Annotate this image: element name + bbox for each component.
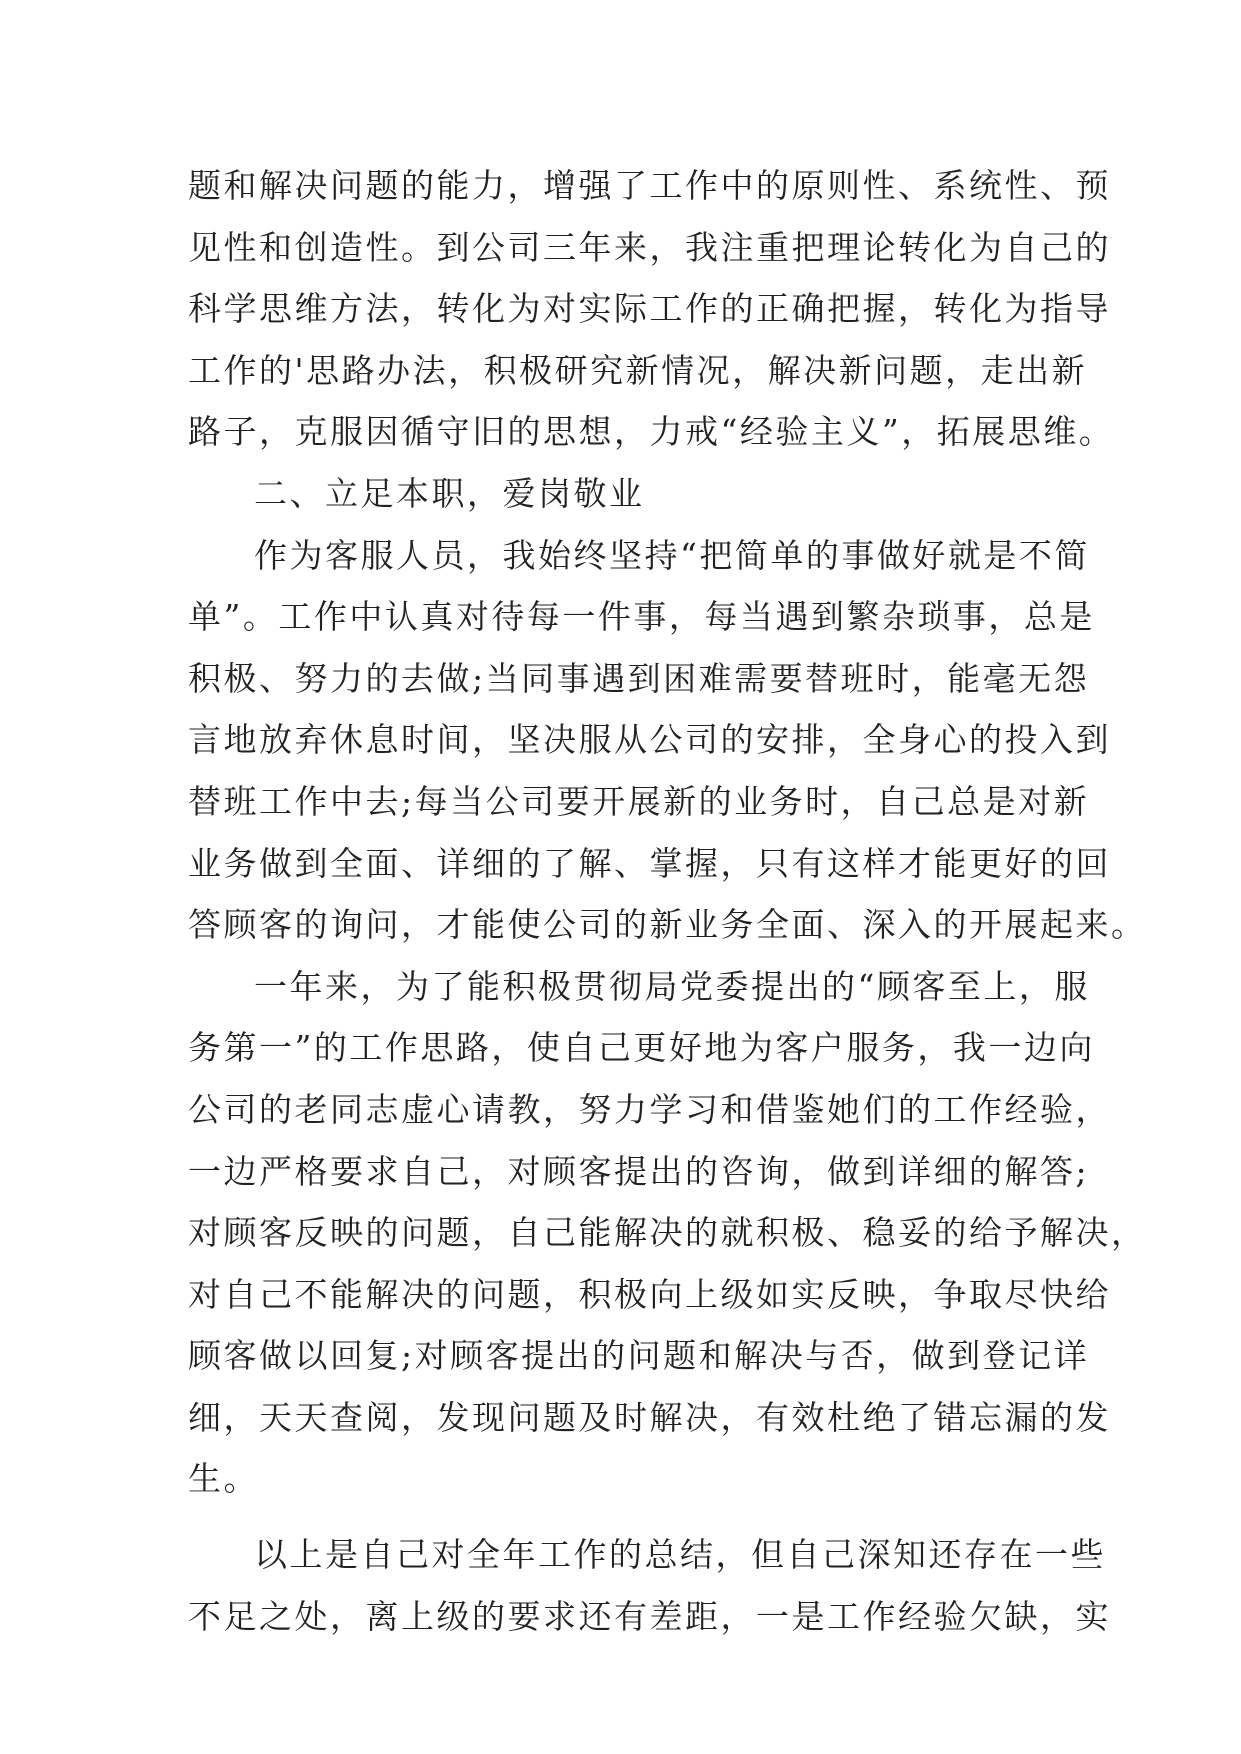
- text-line: 替班工作中去;每当公司要开展新的业务时，自己总是对新: [188, 781, 1090, 821]
- text-line: 一年来，为了能积极贯彻局党委提出的“顾客至上，服: [254, 966, 1090, 1006]
- text-line: 以上是自己对全年工作的总结，但自己深知还存在一些: [254, 1535, 1106, 1575]
- text-line: 答顾客的询问，才能使公司的新业务全面、深入的开展起来。: [188, 905, 1147, 945]
- text-line: 科学思维方法，转化为对实际工作的正确把握，转化为指导: [188, 289, 1111, 329]
- text-line: 公司的老同志虚心请教，努力学习和借鉴她们的工作经验，: [188, 1089, 1111, 1129]
- text-line: 不足之处，离上级的要求还有差距，一是工作经验欠缺，实: [188, 1596, 1111, 1636]
- text-line: 见性和创造性。到公司三年来，我注重把理论转化为自己的: [188, 227, 1111, 267]
- text-line: 对自己不能解决的问题，积极向上级如实反映，争取尽快给: [188, 1274, 1111, 1314]
- text-line: 务第一”的工作思路，使自己更好地为客户服务，我一边向: [188, 1028, 1095, 1068]
- text-line: 一边严格要求自己，对顾客提出的咨询，做到详细的解答;: [188, 1151, 1090, 1191]
- text-line: 言地放弃休息时间，坚决服从公司的安排，全身心的投入到: [188, 720, 1111, 760]
- paragraph-gap: [188, 1510, 1068, 1524]
- text-line: 积极、努力的去做;当同事遇到困难需要替班时，能毫无怨: [188, 658, 1090, 698]
- text-line: 细，天天查阅，发现问题及时解决，有效杜绝了错忘漏的发: [188, 1397, 1111, 1437]
- text-line: 顾客做以回复;对顾客提出的问题和解决与否，做到登记详: [188, 1336, 1090, 1376]
- text-line: 生。: [188, 1459, 259, 1499]
- text-line: 路子，克服因循守旧的思想，力戒“经验主义”，拓展思维。: [188, 412, 1115, 452]
- text-line: 业务做到全面、详细的了解、掌握，只有这样才能更好的回: [188, 843, 1111, 883]
- document-body: [188, 155, 1147, 1647]
- text-line: 单”。工作中认真对待每一件事，每当遇到繁杂琐事，总是: [188, 597, 1095, 637]
- text-line: 题和解决问题的能力，增强了工作中的原则性、系统性、预: [188, 166, 1111, 205]
- text-line: 工作的'思路办法，积极研究新情况，解决新问题，走出新: [188, 350, 1088, 390]
- section-heading: 二、立足本职，爱岗敬业: [254, 473, 645, 513]
- text-line: 对顾客反映的问题，自己能解决的就积极、稳妥的给予解决，: [188, 1213, 1147, 1253]
- text-line: 作为客服人员，我始终坚持“把简单的事做好就是不简: [254, 535, 1090, 575]
